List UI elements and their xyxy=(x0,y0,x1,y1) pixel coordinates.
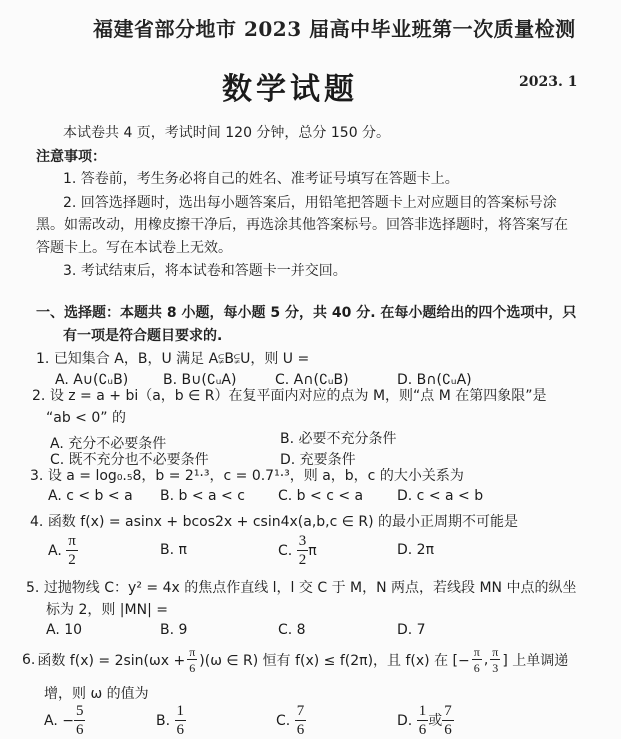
q5-option-d[interactable]: D. 7 xyxy=(397,622,426,638)
q4-option-a[interactable] xyxy=(48,534,78,568)
question-4-stem xyxy=(30,511,518,531)
question-number: 3. xyxy=(30,468,44,484)
q6-option-d[interactable]: D. $\frac{1}{6}$ 或 $\frac{7}{6}$ xyxy=(397,703,452,738)
question-2-stem-cont: “ab < 0” 的 xyxy=(46,410,126,426)
question-6-stem-cont: 增，则 ω 的值为 xyxy=(44,686,149,702)
q4-option-b[interactable]: B. π xyxy=(160,542,187,558)
q6-option-b[interactable] xyxy=(156,704,186,738)
option-label: B. xyxy=(156,713,171,729)
option-label: C. xyxy=(278,543,293,559)
q5-option-c[interactable]: C. 8 xyxy=(278,622,306,638)
exam-summary: 本试卷共 4 页，考试时间 120 分钟，总分 150 分。 xyxy=(63,125,391,141)
q2-option-d[interactable]: D. 充要条件 xyxy=(280,452,356,468)
fraction: $\frac{1}{6}$ xyxy=(176,703,185,738)
question-number: 4. xyxy=(30,514,44,530)
subject-title: 数学试题 xyxy=(222,72,358,107)
fraction: $\frac{\pi}{6}$ xyxy=(473,645,480,675)
q1-option-c[interactable]: C. A∩(∁ᵤB) xyxy=(275,372,349,388)
note-3: 3. 考试结束后，将本试卷和答题卡一并交回。 xyxy=(63,263,347,279)
question-5-stem xyxy=(26,577,576,597)
question-5-stem-cont: 标为 2，则 |MN| = xyxy=(46,602,168,618)
question-text: 设 z = a + bi（a，b ∈ R）在复平面内对应的点为 M，则“点 M 在第四象限”是 xyxy=(49,388,547,404)
q3-option-c[interactable]: C. b < c < a xyxy=(278,488,364,504)
option-label: A. xyxy=(44,713,58,729)
exam-name: 福建省部分地市 2023 届高中毕业班第一次质量检测 xyxy=(93,17,576,41)
q3-option-b[interactable]: B. b < a < c xyxy=(160,488,245,504)
q2-option-b[interactable]: B. 必要不充分条件 xyxy=(280,431,397,447)
q6-option-c[interactable] xyxy=(276,704,306,738)
question-text: 函数 f(x) = asinx + bcos2x + csin4x(a,b,c ∈ R) 的最小正周期不可能是 xyxy=(47,514,519,530)
question-1-stem xyxy=(36,348,309,368)
q5-option-a[interactable]: A. 10 xyxy=(46,622,83,638)
q2-option-a[interactable]: A. 充分不必要条件 xyxy=(50,436,167,452)
question-text: 已知集合 A，B，U 满足 A⫋B⫋U，则 U = xyxy=(53,351,310,367)
note-2-cont: 黑。如需改动，用橡皮擦干净后，再选涂其他答案标号。回答非选择题时，将答案写在 xyxy=(36,217,568,233)
q3-option-a[interactable]: A. c < b < a xyxy=(48,488,133,504)
fraction: $\frac{\pi}{3}$ xyxy=(492,645,499,675)
note-1: 1. 答卷前，考生务必将自己的姓名、准考证号填写在答题卡上。 xyxy=(63,171,459,187)
q1-option-d[interactable]: D. B∩(∁ᵤA) xyxy=(397,372,472,388)
option-label: D. xyxy=(397,713,413,729)
q1-option-a[interactable]: A. A∪(∁ᵤB) xyxy=(55,372,129,388)
question-text: 设 a = log₀.₅8，b = 2¹·³，c = 0.7¹·³，则 a，b，c 的大小关系为 xyxy=(47,468,464,484)
question-number: 6. xyxy=(22,652,36,668)
question-number: 2. xyxy=(32,388,46,404)
q1-option-b[interactable]: B. B∪(∁ᵤA) xyxy=(163,372,237,388)
q2-option-c[interactable]: C. 既不充分也不必要条件 xyxy=(50,452,209,468)
q6-option-a[interactable]: A. − $\frac{5}{6}$ xyxy=(44,703,84,738)
fraction: $\frac{7}{6}$ xyxy=(296,703,305,738)
option-label: C. xyxy=(276,713,291,729)
q5-option-b[interactable]: B. 9 xyxy=(160,622,188,638)
question-text: 过抛物线 C：y² = 4x 的焦点作直线 l，l 交 C 于 M，N 两点，若线段 MN 中点的纵坐 xyxy=(43,580,577,596)
exam-date: 2023. 1 xyxy=(519,74,578,90)
fraction: $\frac{3}{2}$ xyxy=(298,533,307,568)
section-heading-cont: 有一项是符合题目要求的. xyxy=(63,328,223,344)
fraction: $\frac{\pi}{2}$ xyxy=(68,533,76,568)
option-label: A. xyxy=(48,543,62,559)
note-2-end: 答题卡上。写在本试卷上无效。 xyxy=(36,240,232,256)
q4-option-d[interactable]: D. 2π xyxy=(397,542,435,558)
question-number: 1. xyxy=(36,351,50,367)
fraction: $\frac{7}{6}$ xyxy=(444,703,452,738)
section-heading: 一、选择题：本题共 8 小题，每小题 5 分，共 40 分. 在每小题给出的四个选项中，只 xyxy=(36,305,577,321)
q4-option-c[interactable]: C. $\frac{3}{2}$ π xyxy=(278,533,317,568)
fraction: $\frac{1}{6}$ xyxy=(418,703,427,738)
question-2-stem xyxy=(32,385,547,405)
fraction: $\frac{5}{6}$ xyxy=(75,703,84,738)
question-3-stem xyxy=(30,465,464,485)
question-6-stem: 6. 函数 f(x) = 2sin(ωx + $\frac{\pi}{6}$ )(ω ∈ R) 恒有 f(x) ≤ f(2π)，且 f(x) 在 [− $\frac{\pi}{6}$ , $\frac{\pi}{3}$ ] 上单调递 xyxy=(22,645,569,675)
q3-option-d[interactable]: D. c < a < b xyxy=(397,488,484,504)
note-2: 2. 回答选择题时，选出每小题答案后，用铅笔把答题卡上对应题目的答案标号涂 xyxy=(63,195,557,211)
notes-title: 注意事项： xyxy=(36,149,106,165)
bleed-through-text xyxy=(110,40,374,57)
question-number: 5. xyxy=(26,580,40,596)
fraction: $\frac{\pi}{6}$ xyxy=(189,645,196,675)
